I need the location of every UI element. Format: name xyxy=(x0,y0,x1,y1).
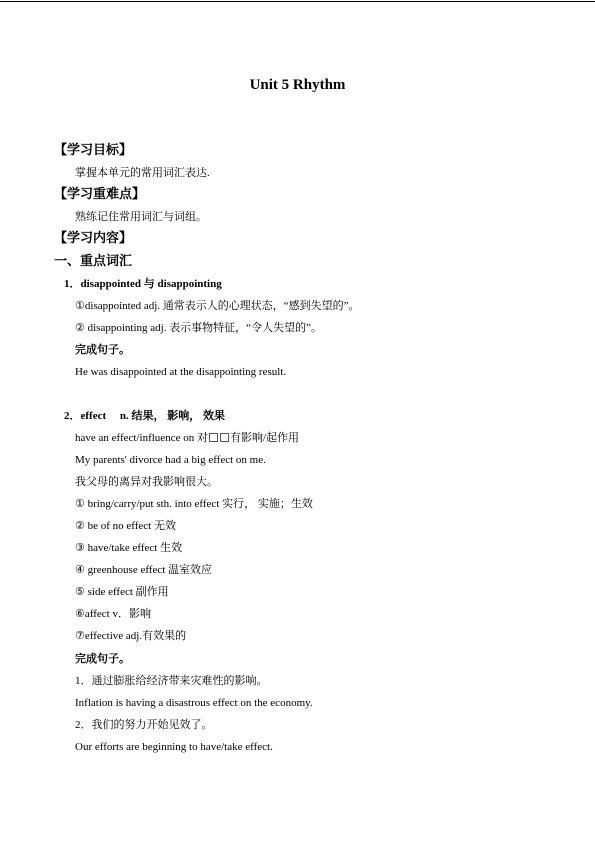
item2-exercise-label: 完成句子。 xyxy=(75,653,130,665)
item1-heading xyxy=(64,277,222,291)
item2-point: ② be of no effect 无效 xyxy=(75,520,176,532)
key-text: 熟练记住常用词汇与词组。 xyxy=(75,211,207,223)
item2-exercise: Our efforts are beginning to have/take effect. xyxy=(75,741,273,753)
item1-exercise-label: 完成句子。 xyxy=(75,344,130,356)
item1-heading-text: disappointed 与 disappointing xyxy=(80,278,222,290)
blank-square-icon xyxy=(220,433,229,442)
item2-example-zh: 我父母的离异对我影响很大。 xyxy=(75,476,218,488)
item2-heading: 2．effect n. 结果， 影响， 效果 xyxy=(64,410,226,422)
item2-exercise: 1．通过膨胀给经济带来灾难性的影响。 xyxy=(75,675,268,687)
content-heading: 【学习内容】 xyxy=(54,231,133,246)
item2-point: ⑤ side effect 副作用 xyxy=(75,586,169,598)
vocab-heading: 一、重点词汇 xyxy=(54,254,133,269)
item1-example: He was disappointed at the disappointing result. xyxy=(75,366,287,378)
item2-point: ④ greenhouse effect 温室效应 xyxy=(75,564,213,576)
goal-heading: 【学习目标】 xyxy=(54,143,133,158)
goal-text: 掌握本单元的常用词汇表达. xyxy=(75,167,210,179)
page-title: Unit 5 Rhythm xyxy=(249,77,346,93)
item2-point: ⑦effective adj.有效果的 xyxy=(75,630,187,642)
item2-phrase xyxy=(75,431,299,445)
item2-point: ① bring/carry/put sth. into effect 实行， 实施；生效 xyxy=(75,498,313,510)
blank-square-icon xyxy=(209,433,218,442)
item1-point-1: ①disappointed adj. 通常表示人的心理状态，“感到失望的”。 xyxy=(75,300,360,312)
item2-point: ⑥affect v．影响 xyxy=(75,608,151,620)
item2-phrase-before: have an effect/influence on 对 xyxy=(75,432,208,444)
item2-example-en: My parents' divorce had a big effect on me. xyxy=(75,454,266,466)
key-heading: 【学习重难点】 xyxy=(54,187,146,202)
item2-point: ③ have/take effect 生效 xyxy=(75,542,183,554)
top-border-line xyxy=(0,1,595,2)
item2-phrase-after: 有影响/起作用 xyxy=(229,432,300,444)
item1-point-2: ② disappointing adj. 表示事物特征，“令人失望的”。 xyxy=(75,322,322,334)
item2-exercise: Inflation is having a disastrous effect on the economy. xyxy=(75,697,313,709)
item2-exercise: 2．我们的努力开始见效了。 xyxy=(75,719,213,731)
item1-number: 1． xyxy=(64,278,81,290)
